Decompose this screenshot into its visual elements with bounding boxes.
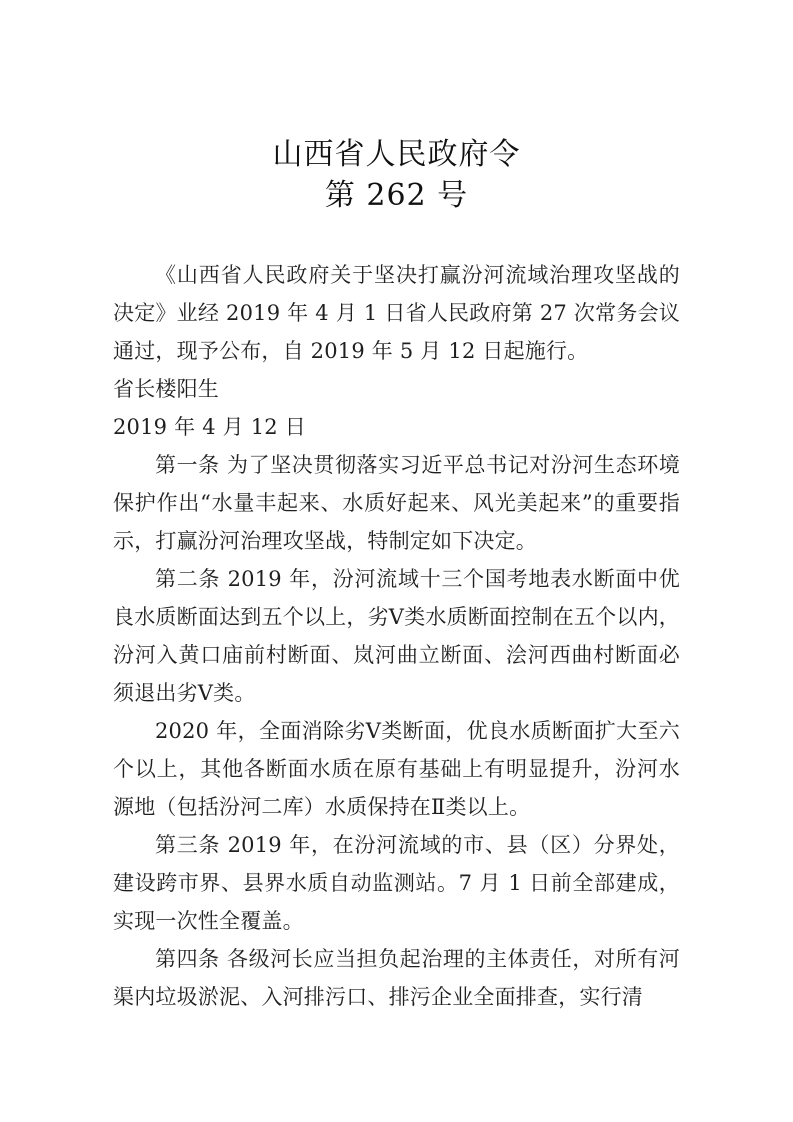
article-three: 第三条 2019 年，在汾河流域的市、县（区）分界处，建设跨市界、县界水质自动监测站。7 月 1 日前全部建成，实现一次性全覆盖。 bbox=[113, 833, 680, 933]
document-body bbox=[113, 0, 680, 1016]
paragraph-preamble: 《山西省人民政府关于坚决打赢汾河流域治理攻坚战的决定》业经 2019 年 4 月 1 日省人民政府第 27 次常务会议通过，现予公布，自 2019 年 5 月 12 日起施行。 bbox=[113, 263, 680, 363]
page-title-line-1: 山西省人民政府令 bbox=[272, 137, 521, 172]
article-two-continuation: 2020 年，全面消除劣Ⅴ类断面，优良水质断面扩大至六个以上，其他各断面水质在原有基础上有明显提升，汾河水源地（包括汾河二库）水质保持在Ⅱ类以上。 bbox=[113, 719, 680, 819]
article-one: 第一条 为了坚决贯彻落实习近平总书记对汾河生态环境保护作出“水量丰起来、水质好起来、风光美起来”的重要指示，打赢汾河治理攻坚战，特制定如下决定。 bbox=[113, 453, 680, 553]
document-paragraphs bbox=[113, 216, 680, 1016]
article-four: 第四条 各级河长应当担负起治理的主体责任，对所有河渠内垃圾淤泥、入河排污口、排污企业全面排查，实行清 bbox=[113, 947, 680, 1009]
page-title-line-2: 第 262 号 bbox=[324, 178, 469, 213]
signature-name: 省长楼阳生 bbox=[113, 377, 219, 401]
signature-date: 2019 年 4 月 12 日 bbox=[113, 415, 306, 439]
article-two: 第二条 2019 年，汾河流域十三个国考地表水断面中优良水质断面达到五个以上，劣Ⅴ类水质断面控制在五个以内，汾河入黄口庙前村断面、岚河曲立断面、浍河西曲村断面必须退出劣Ⅴ类。 bbox=[113, 567, 680, 705]
document-title-block bbox=[113, 0, 680, 216]
